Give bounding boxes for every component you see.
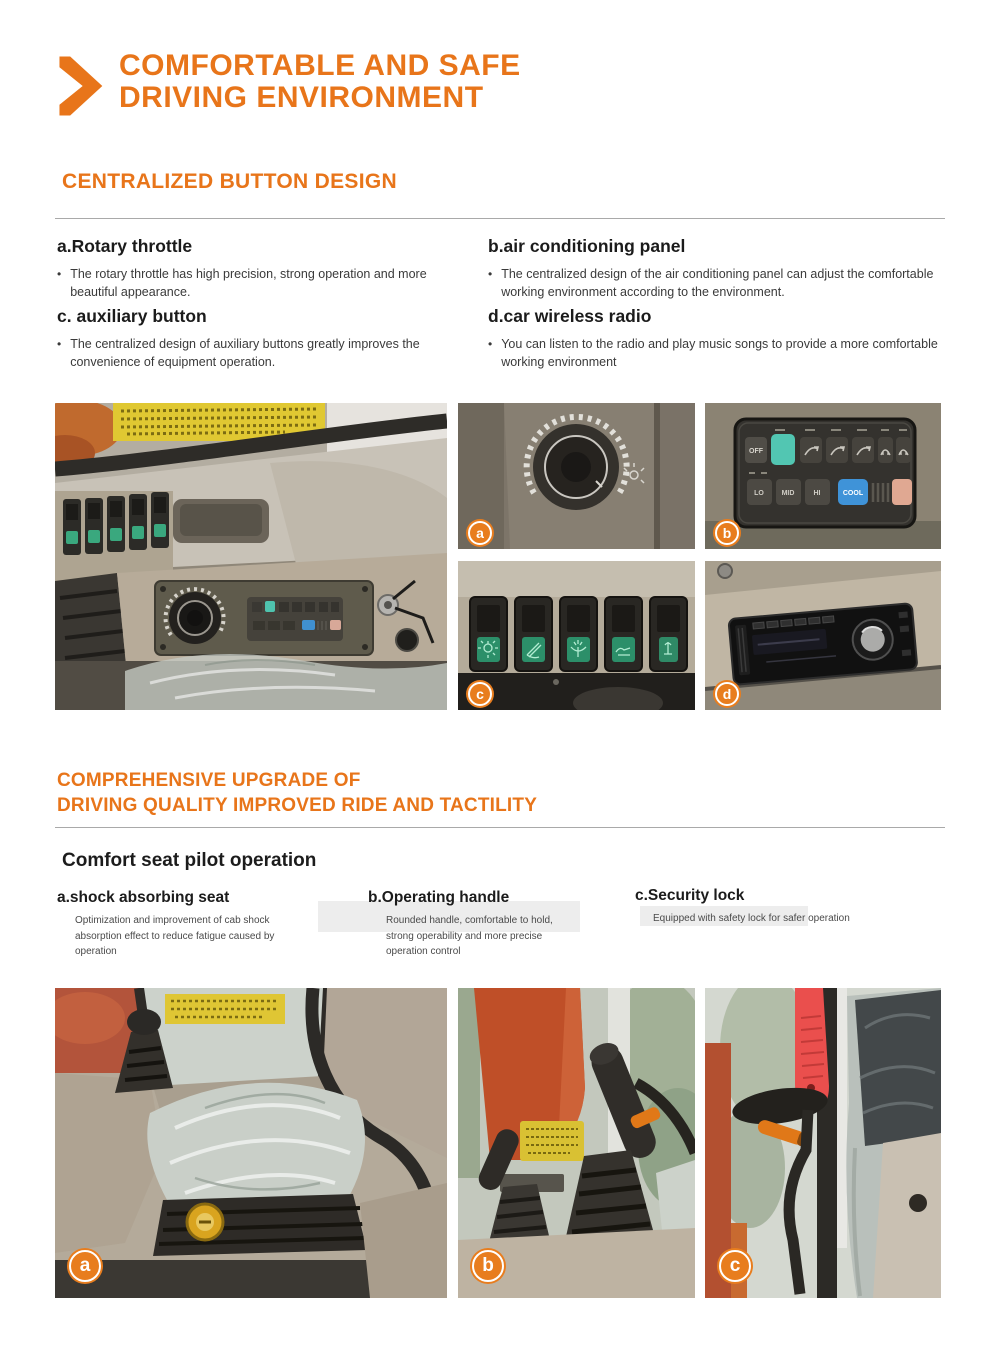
feature-description: Rounded handle, comfortable to hold, strong operability and more precise operation control [386, 915, 553, 957]
feature-security-lock [635, 887, 855, 927]
ac-lo-button-label: LO [754, 490, 764, 497]
feature-title: c.Security lock [635, 887, 745, 904]
feature-car-wireless-radio [488, 306, 966, 371]
ac-warm-button [892, 479, 912, 505]
photo-badge-d: d [715, 682, 739, 706]
section1-heading: CENTRALIZED BUTTON DESIGN [62, 170, 397, 193]
photo-rotary-throttle [458, 403, 695, 549]
feature-bullet-text: • The centralized design of auxiliary buttons greatly improves the convenience of equipment operation. [70, 337, 420, 370]
ac-hi-button-label: HI [813, 490, 821, 497]
page-header [55, 50, 521, 122]
feature-description: Equipped with safety lock for safer operation [653, 913, 850, 924]
photo-badge-c: c [468, 682, 492, 706]
feature-operating-handle [368, 889, 578, 960]
feature-title: a.Rotary throttle [57, 236, 193, 256]
photo-operating-handles [458, 988, 695, 1298]
feature-title: d.car wireless radio [488, 306, 652, 326]
photo-ac-panel [705, 403, 941, 549]
section2-heading-line1: COMPREHENSIVE UPGRADE OF [57, 770, 361, 791]
photo-auxiliary-switches [458, 561, 695, 710]
feature-bullet-text: • The centralized design of the air conditioning panel can adjust the comfortable working environment according to the environment. [501, 267, 934, 300]
photo-shock-absorbing-seat [55, 988, 447, 1298]
page-title [119, 50, 521, 122]
photo-security-lock [705, 988, 941, 1298]
ac-off-button-label: OFF [749, 448, 763, 455]
section2-heading-line2: DRIVING QUALITY IMPROVED RIDE AND TACTILITY [57, 795, 538, 816]
photo-badge-b: b [472, 1250, 504, 1282]
feature-bullet-text: • You can listen to the radio and play music songs to provide a more comfortable working environment [501, 337, 938, 370]
feature-description: Optimization and improvement of cab shock absorption effect to reduce fatigue caused by operation [75, 915, 275, 957]
feature-auxiliary-button [57, 306, 437, 371]
ac-mid-button-label: MID [781, 490, 795, 497]
photo-car-radio [705, 561, 941, 710]
photo-badge-a: a [468, 521, 492, 545]
feature-bullet-text: • The rotary throttle has high precision, strong operation and more beautiful appearance. [70, 267, 427, 300]
photo-cab-console [55, 403, 447, 710]
divider-line [55, 827, 945, 828]
chevron-icon [55, 50, 105, 122]
photo-badge-b: b [715, 521, 739, 545]
section2-subheading: Comfort seat pilot operation [62, 850, 317, 871]
ac-cool-button-label: COOL [842, 490, 864, 497]
feature-rotary-throttle [57, 236, 442, 301]
photo-badge-a: a [69, 1250, 101, 1282]
page-title-line1: COMFORTABLE AND SAFE [119, 49, 521, 82]
feature-title: c. auxiliary button [57, 306, 207, 326]
divider-line [55, 218, 945, 219]
feature-title: b.Operating handle [368, 889, 510, 906]
section2-heading [57, 768, 537, 818]
feature-title: b.air conditioning panel [488, 236, 686, 256]
feature-shock-absorbing-seat [57, 889, 307, 960]
feature-air-conditioning-panel [488, 236, 948, 301]
page-title-line2: DRIVING ENVIRONMENT [119, 81, 484, 114]
feature-title: a.shock absorbing seat [57, 889, 230, 906]
photo-badge-c: c [719, 1250, 751, 1282]
